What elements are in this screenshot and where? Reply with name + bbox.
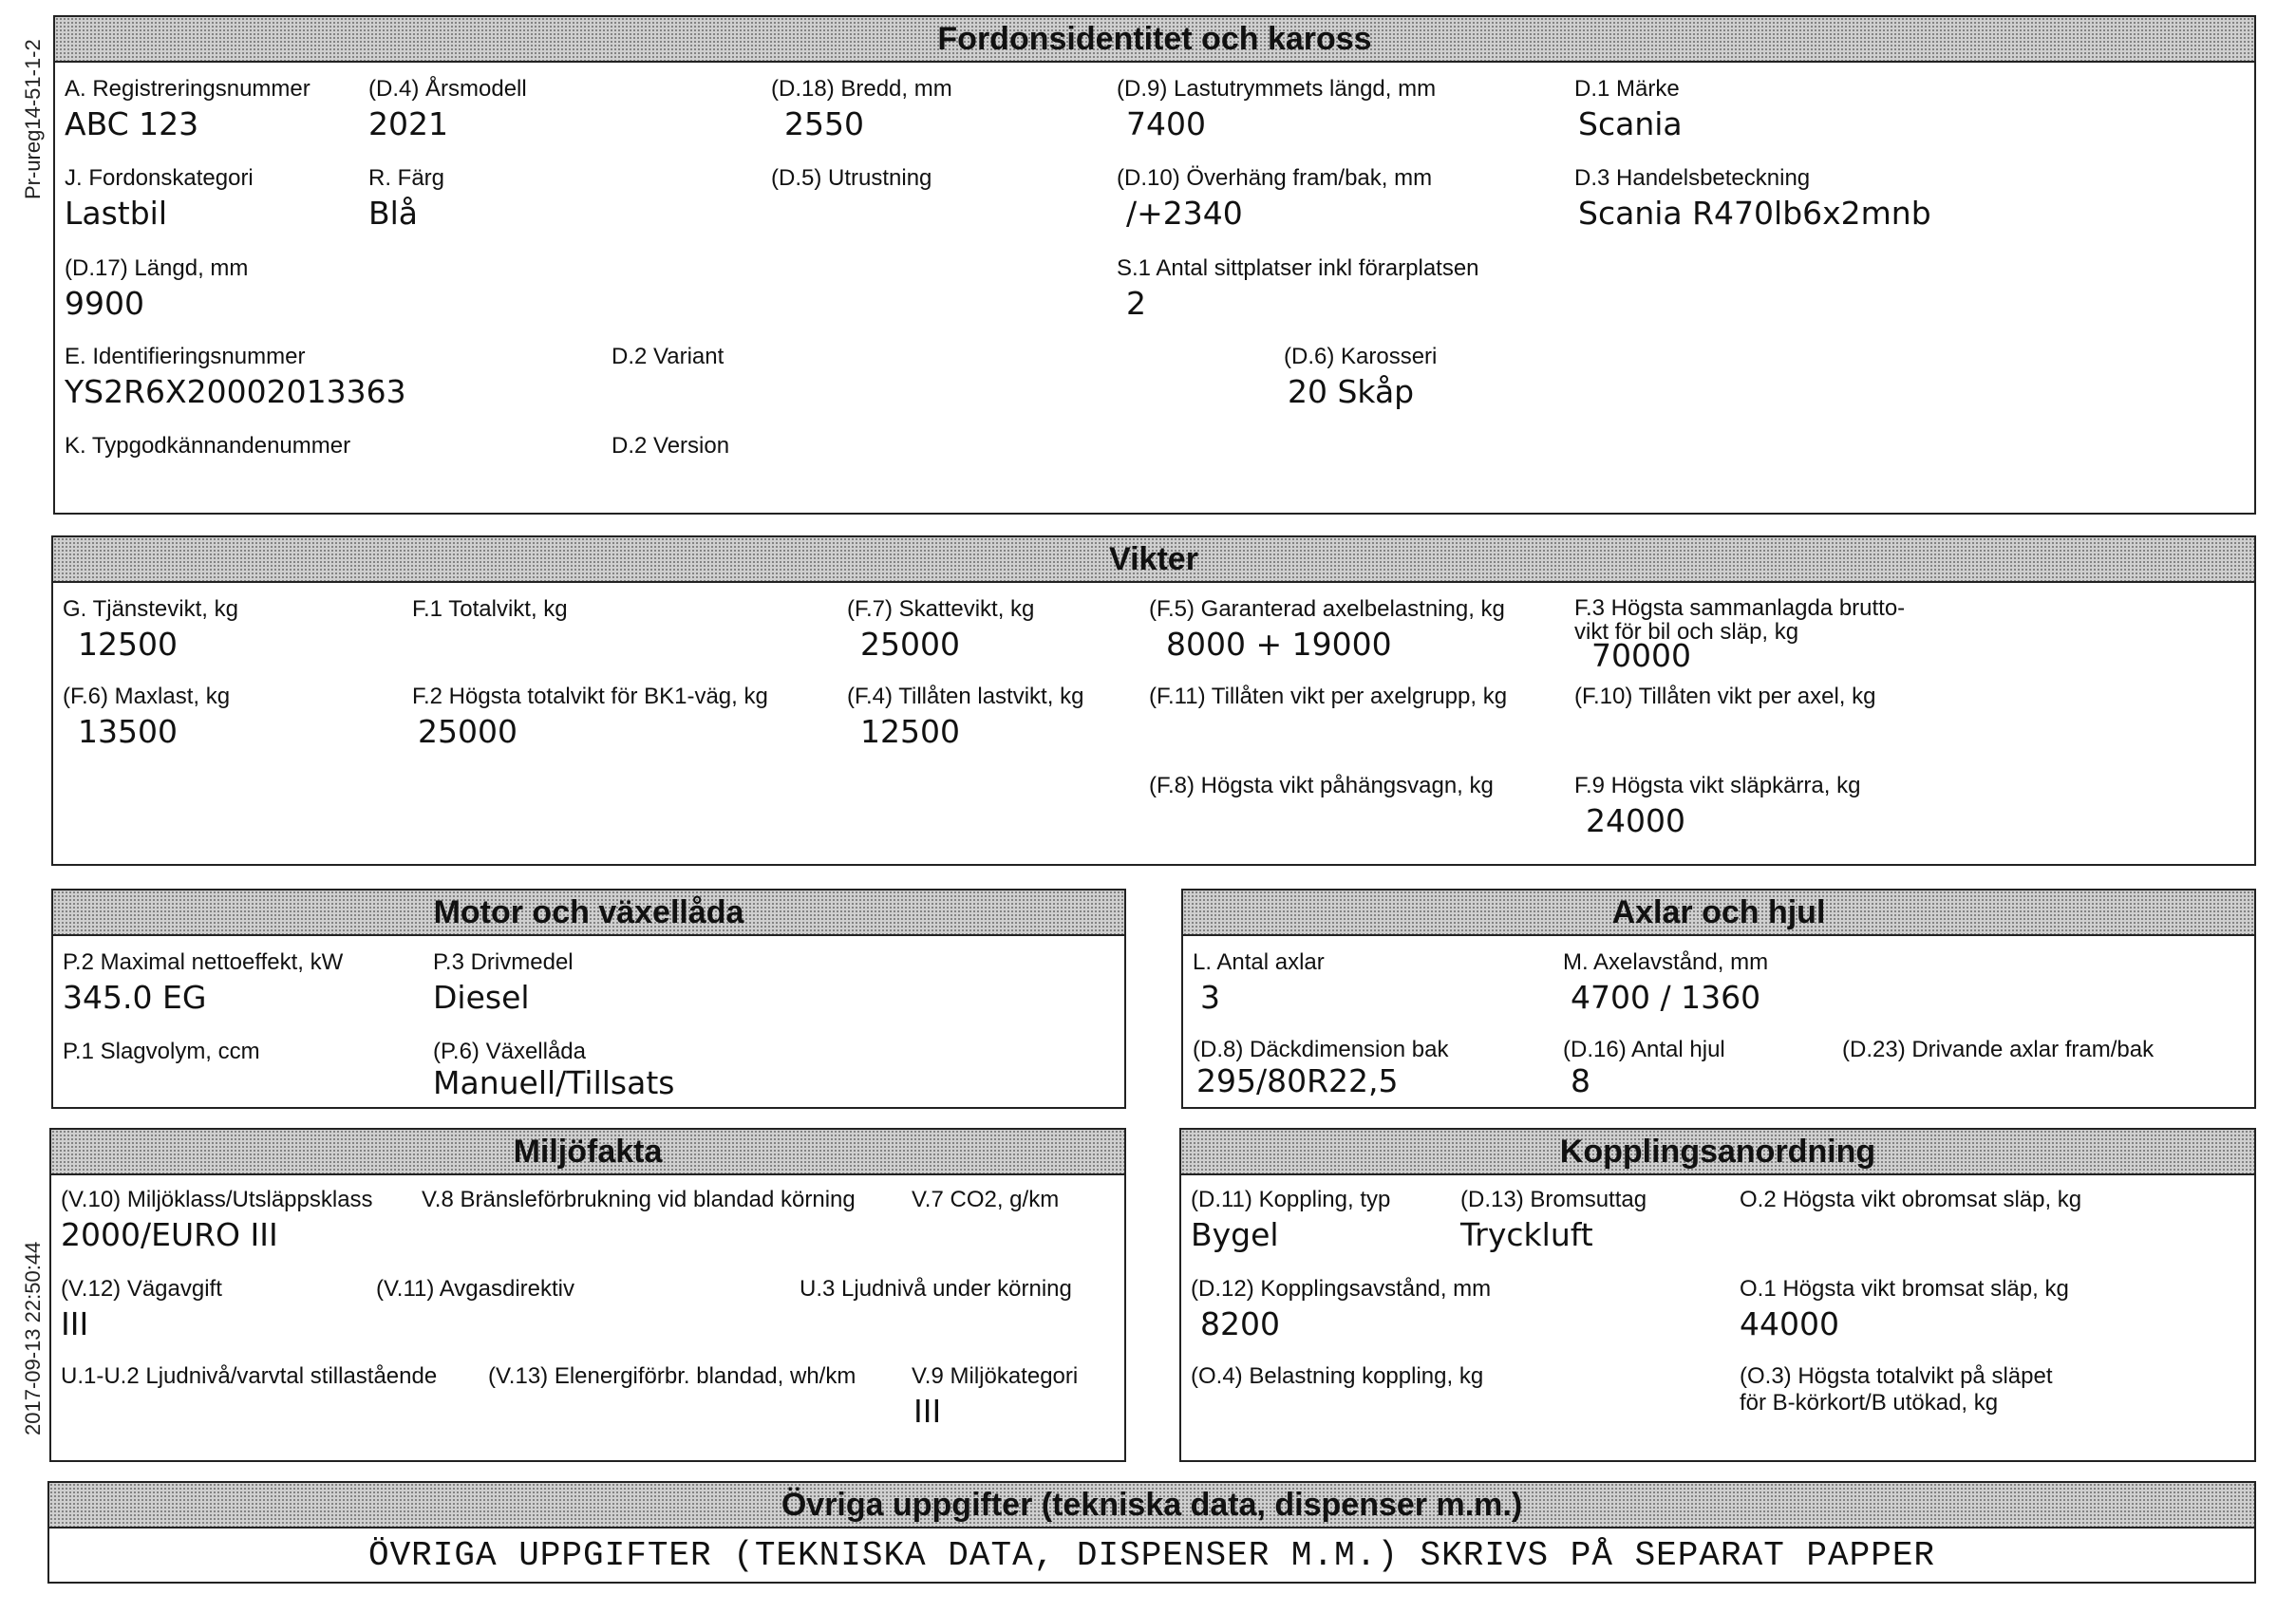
field-label: L. Antal axlar — [1193, 949, 1325, 975]
field-value: 2 — [1126, 285, 1146, 322]
field-exhaust-directive — [376, 1276, 574, 1303]
field-value: Bygel — [1191, 1216, 1279, 1253]
field-variant — [612, 344, 724, 370]
field-label: (D.13) Bromsuttag — [1460, 1187, 1647, 1212]
section-axles-wheels — [1181, 889, 2256, 1109]
field-label: (V.12) Vägavgift — [61, 1276, 222, 1302]
field-label: (D.23) Drivande axlar fram/bak — [1842, 1037, 2155, 1062]
field-label: (D.4) Årsmodell — [368, 76, 527, 102]
field-label: F.9 Högsta vikt släpkärra, kg — [1574, 773, 1861, 798]
field-value: 8200 — [1200, 1305, 1280, 1342]
field-label: (F.8) Högsta vikt påhängsvagn, kg — [1149, 773, 1494, 798]
field-tax-weight — [847, 596, 1034, 663]
field-value: 13500 — [78, 713, 178, 750]
print-timestamp: 2017-09-13 22:50:44 — [21, 1241, 45, 1435]
field-fuel-consumption — [422, 1187, 856, 1213]
field-value: 12500 — [860, 713, 960, 750]
section-title: Axlar och hjul — [1611, 894, 1826, 930]
field-label: A. Registreringsnummer — [65, 76, 311, 102]
field-road-tax — [61, 1276, 222, 1342]
field-stationary-noise — [61, 1363, 437, 1390]
field-driving-axles — [1842, 1037, 2154, 1063]
field-label: D.2 Variant — [612, 344, 725, 369]
field-label: P.1 Slagvolym, ccm — [63, 1039, 260, 1064]
field-label: (P.6) Växellåda — [433, 1039, 586, 1064]
section-header — [53, 537, 2254, 583]
field-label: (D.12) Kopplingsavstånd, mm — [1191, 1276, 1492, 1302]
field-label-line2: för B-körkort/B utökad, kg — [1740, 1390, 1999, 1416]
field-value: 2550 — [784, 105, 864, 142]
field-trade-name — [1574, 165, 1931, 232]
field-fuel — [433, 949, 574, 1016]
form-code: Pr-ureg14-51-1-2 — [21, 39, 45, 199]
field-service-weight — [63, 596, 238, 663]
field-equipment — [771, 165, 932, 192]
other-info-text: ÖVRIGA UPPGIFTER (TEKNISKA DATA, DISPENSER M.M.) SKRIVS PÅ SEPARAT PAPPER — [367, 1536, 1936, 1575]
field-label: (D.16) Antal hjul — [1563, 1037, 1725, 1062]
section-header — [55, 17, 2254, 63]
field-type-approval — [65, 433, 350, 460]
field-value: 8 — [1571, 1062, 1590, 1099]
field-gearbox — [433, 1039, 674, 1101]
section-header — [1181, 1130, 2254, 1175]
field-value: Lastbil — [65, 195, 168, 232]
field-value: 44000 — [1740, 1305, 1839, 1342]
field-label: (D.6) Karosseri — [1284, 344, 1438, 369]
field-value: 24000 — [1586, 802, 1685, 839]
field-label: R. Färg — [368, 165, 445, 191]
field-label: (O.4) Belastning koppling, kg — [1191, 1363, 1484, 1389]
field-value: 8000 + 19000 — [1166, 626, 1392, 663]
section-title: Övriga uppgifter (tekniska data, dispenser m.m.) — [781, 1487, 1523, 1523]
field-value: Scania R470lb6x2mnb — [1578, 195, 1931, 232]
field-label: P.3 Drivmedel — [433, 949, 574, 975]
field-label: (F.11) Tillåten vikt per axelgrupp, kg — [1149, 684, 1508, 709]
section-title: Motor och växellåda — [433, 894, 744, 930]
field-vin — [65, 344, 406, 410]
field-label: V.7 CO2, g/km — [912, 1187, 1060, 1212]
field-value: 2000/EURO III — [61, 1216, 278, 1253]
field-label: (F.7) Skattevikt, kg — [847, 596, 1035, 622]
field-label: M. Axelavstånd, mm — [1563, 949, 1769, 975]
field-overhang — [1117, 165, 1432, 232]
field-coupling-load — [1191, 1363, 1483, 1390]
field-tyre-dimension — [1193, 1037, 1448, 1099]
field-max-weight-bk1 — [412, 684, 768, 750]
field-value: Tryckluft — [1460, 1216, 1593, 1253]
field-color — [368, 165, 444, 232]
field-value: 25000 — [860, 626, 960, 663]
field-label: F.2 Högsta totalvikt för BK1-väg, kg — [412, 684, 768, 709]
field-axle-weight — [1574, 684, 1875, 710]
field-label: (F.6) Maxlast, kg — [63, 684, 231, 709]
field-model-year — [368, 76, 527, 142]
field-label: O.1 Högsta vikt bromsat släp, kg — [1740, 1276, 2069, 1302]
field-label: V.8 Bränsleförbrukning vid blandad körning — [422, 1187, 856, 1212]
section-header — [1183, 891, 2254, 936]
field-label: (D.9) Lastutrymmets längd, mm — [1117, 76, 1437, 102]
section-environment — [49, 1128, 1126, 1462]
section-other-info — [47, 1481, 2256, 1584]
field-label: F.1 Totalvikt, kg — [412, 596, 568, 622]
field-label: (V.11) Avgasdirektiv — [376, 1276, 575, 1302]
field-label: J. Fordonskategori — [65, 165, 254, 191]
field-label: (V.13) Elenergiförbr. blandad, wh/km — [488, 1363, 856, 1389]
field-allowed-load — [847, 684, 1083, 750]
field-label-line1: F.3 Högsta sammanlagda brutto- — [1574, 595, 1906, 621]
section-title: Vikter — [1109, 541, 1198, 577]
field-semi-trailer-weight — [1149, 773, 1494, 799]
field-label: (D.5) Utrustning — [771, 165, 932, 191]
section-header — [53, 891, 1124, 936]
field-value: Manuell/Tillsats — [433, 1064, 675, 1101]
field-label: (D.17) Längd, mm — [65, 255, 249, 281]
field-label: (D.8) Däckdimension bak — [1193, 1037, 1449, 1062]
section-header — [49, 1483, 2254, 1529]
field-energy-consumption — [488, 1363, 856, 1390]
field-brake-outlet — [1460, 1187, 1647, 1253]
field-label: (D.11) Koppling, typ — [1191, 1187, 1391, 1212]
field-value: 345.0 EG — [63, 979, 207, 1016]
field-label: (F.4) Tillåten lastvikt, kg — [847, 684, 1084, 709]
field-label: (D.10) Överhäng fram/bak, mm — [1117, 165, 1433, 191]
field-length — [65, 255, 248, 322]
field-label: (F.10) Tillåten vikt per axel, kg — [1574, 684, 1876, 709]
field-total-weight — [412, 596, 568, 623]
section-title: Kopplingsanordning — [1559, 1134, 1876, 1170]
field-body-type — [1284, 344, 1437, 410]
field-value: 12500 — [78, 626, 178, 663]
field-make — [1574, 76, 1683, 142]
field-value: ABC 123 — [65, 105, 199, 142]
field-value: 9900 — [65, 285, 144, 322]
field-emission-class — [61, 1187, 373, 1253]
field-unbraked-trailer — [1740, 1187, 2081, 1213]
section-engine-gearbox — [51, 889, 1126, 1109]
field-label: V.9 Miljökategori — [912, 1363, 1079, 1389]
field-guaranteed-axle-load — [1149, 596, 1505, 663]
section-vehicle-identity — [53, 15, 2256, 515]
section-title: Fordonsidentitet och kaross — [937, 21, 1372, 57]
field-label: D.1 Märke — [1574, 76, 1680, 102]
field-label: D.2 Version — [612, 433, 730, 459]
section-title: Miljöfakta — [513, 1134, 663, 1170]
field-max-load — [63, 684, 230, 750]
field-label-line2: vikt för bil och släp, kg — [1574, 619, 1799, 645]
field-registration-number — [65, 76, 311, 142]
field-coupling-type — [1191, 1187, 1390, 1253]
field-co2 — [912, 1187, 1059, 1213]
field-label: G. Tjänstevikt, kg — [63, 596, 238, 622]
field-label: E. Identifieringsnummer — [65, 344, 306, 369]
field-value: 70000 — [1591, 637, 1691, 674]
field-seats — [1117, 255, 1479, 322]
field-label: U.1-U.2 Ljudnivå/varvtal stillastående — [61, 1363, 438, 1389]
section-coupling — [1179, 1128, 2256, 1462]
field-trailer-cart-weight — [1574, 773, 1860, 839]
field-braked-trailer — [1740, 1276, 2069, 1342]
section-weights — [51, 535, 2256, 866]
field-label: (F.5) Garanterad axelbelastning, kg — [1149, 596, 1505, 622]
field-trailer-total-weight — [1740, 1363, 2052, 1416]
field-label: (V.10) Miljöklass/Utsläppsklass — [61, 1187, 373, 1212]
field-value: 3 — [1200, 979, 1220, 1016]
field-vehicle-category — [65, 165, 254, 232]
field-label: D.3 Handelsbeteckning — [1574, 165, 1811, 191]
field-label: S.1 Antal sittplatser inkl förarplatsen — [1117, 255, 1479, 281]
field-value: III — [913, 1393, 942, 1430]
field-value: Scania — [1578, 105, 1683, 142]
field-value: Diesel — [433, 979, 530, 1016]
field-label: O.2 Högsta vikt obromsat släp, kg — [1740, 1187, 2082, 1212]
field-width — [771, 76, 952, 142]
field-label-line1: (O.3) Högsta totalvikt på släpet — [1740, 1363, 2053, 1389]
field-value: III — [61, 1305, 89, 1342]
field-value: 295/80R22,5 — [1196, 1062, 1399, 1099]
field-value: Blå — [368, 195, 419, 232]
section-header — [51, 1130, 1124, 1175]
field-max-power — [63, 949, 343, 1016]
field-displacement — [63, 1039, 260, 1065]
field-wheelbase — [1563, 949, 1768, 1016]
field-value: 7400 — [1126, 105, 1206, 142]
field-driving-noise — [800, 1276, 1072, 1303]
field-combined-gross-weight — [1574, 596, 1905, 674]
field-label: (D.18) Bredd, mm — [771, 76, 952, 102]
field-wheel-count — [1563, 1037, 1725, 1099]
field-value: 25000 — [418, 713, 518, 750]
field-label: P.2 Maximal nettoeffekt, kW — [63, 949, 344, 975]
field-axle-group-weight — [1149, 684, 1507, 710]
field-label: U.3 Ljudnivå under körning — [800, 1276, 1072, 1302]
field-label: K. Typgodkännandenummer — [65, 433, 351, 459]
field-value: 20 Skåp — [1288, 373, 1415, 410]
field-value: YS2R6X20002013363 — [65, 373, 406, 410]
field-value: 4700 / 1360 — [1571, 979, 1761, 1016]
field-value: /+2340 — [1126, 195, 1243, 232]
field-axle-count — [1193, 949, 1325, 1016]
field-coupling-distance — [1191, 1276, 1491, 1342]
field-value: 2021 — [368, 105, 448, 142]
field-version — [612, 433, 729, 460]
field-cargo-length — [1117, 76, 1436, 142]
field-environment-category — [912, 1363, 1078, 1430]
